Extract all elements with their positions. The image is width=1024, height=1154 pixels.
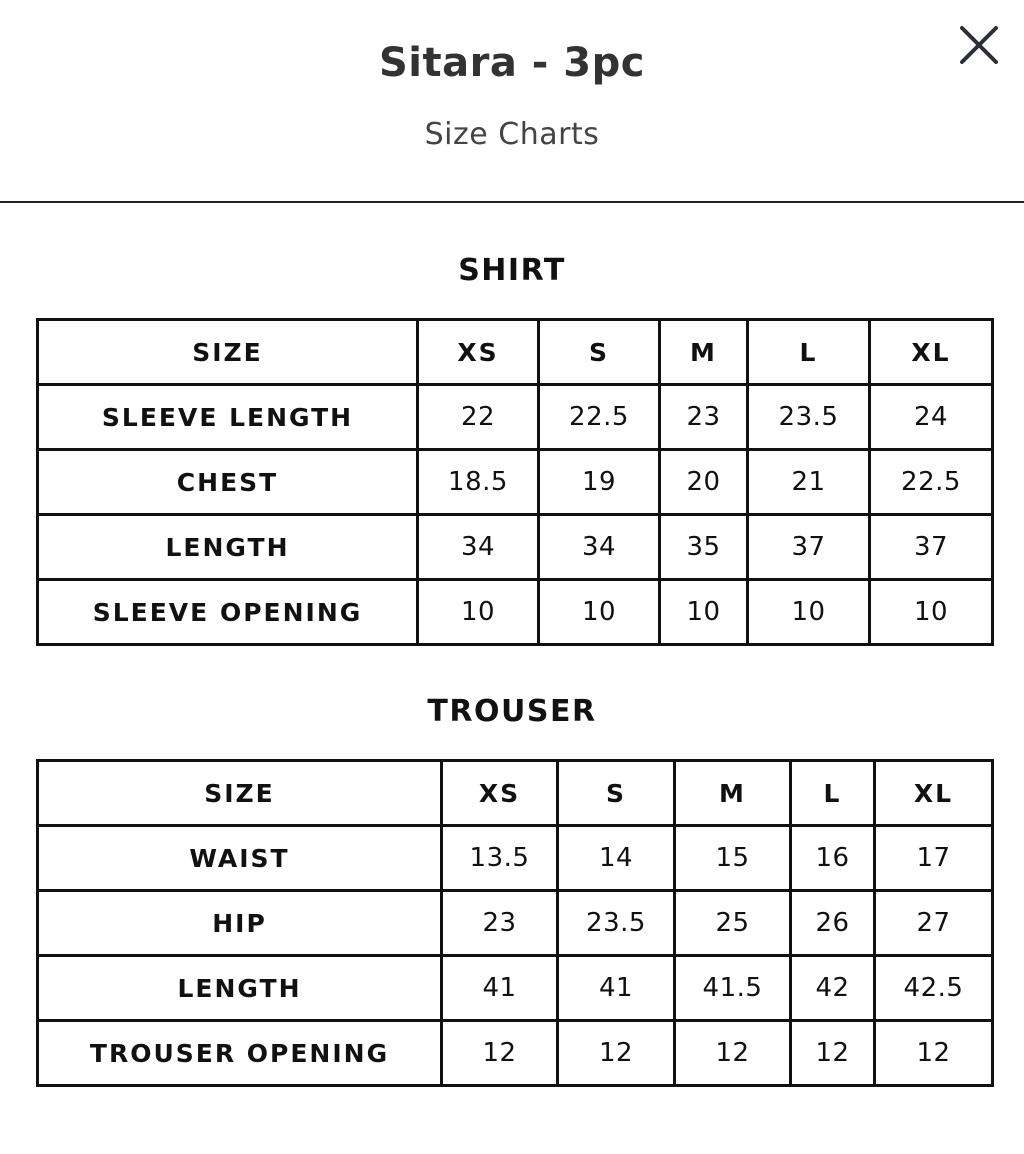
table-cell: 16 [791,826,875,891]
row-label: TROUSER OPENING [38,1021,442,1086]
table-cell: 25 [675,891,791,956]
table-cell: 10 [870,580,993,645]
table-cell: 37 [748,515,870,580]
table-row [38,385,993,450]
shirt-size-table [36,318,994,646]
column-header: XL [870,320,993,385]
table-row [38,1021,993,1086]
table-cell: 42.5 [875,956,993,1021]
table-cell: 37 [870,515,993,580]
column-header: SIZE [38,320,418,385]
trouser-size-table [36,759,994,1087]
table-row [38,956,993,1021]
table-cell: 21 [748,450,870,515]
table-header-row [38,320,993,385]
table-cell: 41 [442,956,558,1021]
table-row [38,580,993,645]
table-cell: 42 [791,956,875,1021]
table-cell: 34 [418,515,539,580]
table-cell: 22.5 [539,385,660,450]
table-cell: 22 [418,385,539,450]
table-cell: 20 [660,450,748,515]
column-header: M [660,320,748,385]
column-header: M [675,761,791,826]
table-cell: 15 [675,826,791,891]
table-cell: 18.5 [418,450,539,515]
table-cell: 13.5 [442,826,558,891]
table-cell: 41.5 [675,956,791,1021]
column-header: S [558,761,675,826]
table-cell: 22.5 [870,450,993,515]
table-cell: 19 [539,450,660,515]
table-cell: 23.5 [558,891,675,956]
table-cell: 14 [558,826,675,891]
table-cell: 10 [660,580,748,645]
column-header: S [539,320,660,385]
row-label: LENGTH [38,515,418,580]
table-row [38,515,993,580]
table-cell: 10 [539,580,660,645]
table-cell: 23 [442,891,558,956]
column-header: XS [418,320,539,385]
table-cell: 23.5 [748,385,870,450]
table-cell: 17 [875,826,993,891]
column-header: SIZE [38,761,442,826]
table-cell: 12 [442,1021,558,1086]
table-cell: 12 [791,1021,875,1086]
column-header: XS [442,761,558,826]
column-header: L [791,761,875,826]
column-header: XL [875,761,993,826]
table-row [38,450,993,515]
row-label: HIP [38,891,442,956]
row-label: WAIST [38,826,442,891]
table-cell: 23 [660,385,748,450]
table-cell: 34 [539,515,660,580]
page-title: Sitara - 3pc [379,40,645,86]
row-label: LENGTH [38,956,442,1021]
table-cell: 41 [558,956,675,1021]
table-cell: 12 [875,1021,993,1086]
table-cell: 27 [875,891,993,956]
table-cell: 26 [791,891,875,956]
table-cell: 12 [558,1021,675,1086]
table-cell: 10 [748,580,870,645]
table-cell: 35 [660,515,748,580]
table-cell: 10 [418,580,539,645]
page-subtitle: Size Charts [424,117,600,152]
table-cell: 24 [870,385,993,450]
shirt-section-title: SHIRT [458,253,566,288]
table-row [38,826,993,891]
trouser-section-title: TROUSER [427,694,597,729]
table-header-row [38,761,993,826]
close-icon [956,22,1002,68]
table-row [38,891,993,956]
modal-header [0,0,1024,203]
column-header: L [748,320,870,385]
row-label: CHEST [38,450,418,515]
close-button[interactable] [956,22,1002,68]
row-label: SLEEVE LENGTH [38,385,418,450]
table-cell: 12 [675,1021,791,1086]
row-label: SLEEVE OPENING [38,580,418,645]
